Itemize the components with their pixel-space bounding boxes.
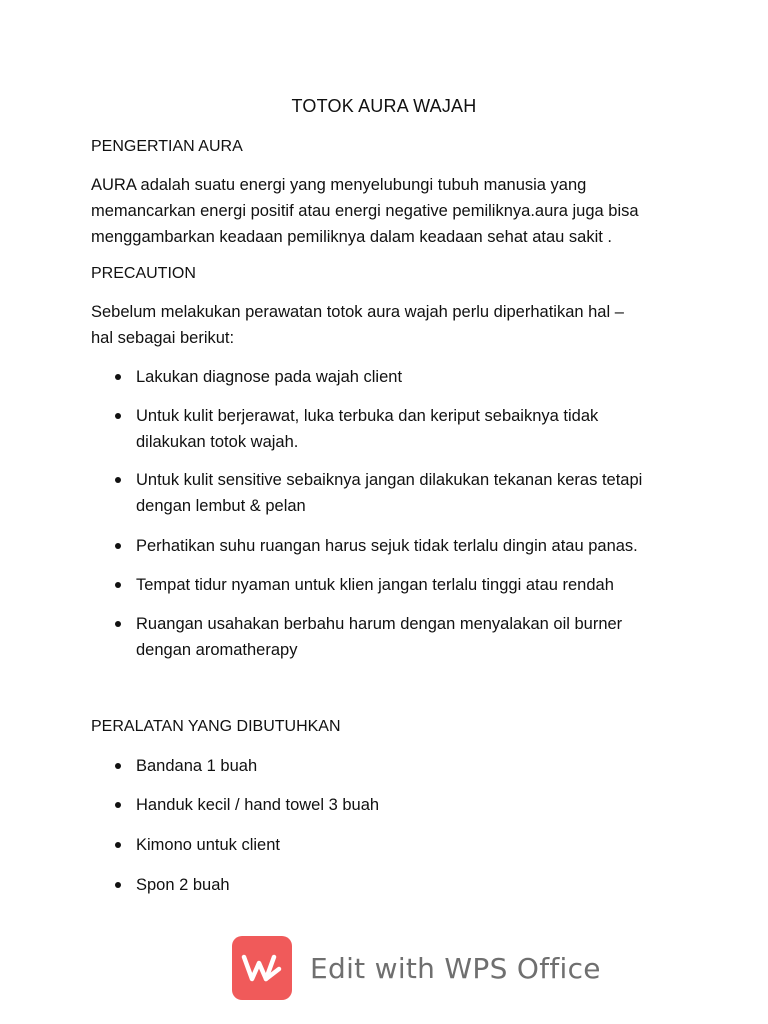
precaution-intro-paragraph <box>91 299 701 351</box>
list-item: Kimono untuk client <box>91 832 746 858</box>
list-item: Bandana 1 buah <box>91 753 746 779</box>
list-item-text: Untuk kulit sensitive sebaiknya jangan dilakukan tekanan keras tetapi <box>136 471 643 489</box>
paragraph-line: menggambarkan keadaan pemiliknya dalam keadaan sehat atau sakit . <box>91 228 612 246</box>
list-item <box>91 467 746 519</box>
paragraph-line: memancarkan energi positif atau energi negative pemiliknya.aura juga bisa <box>91 202 639 220</box>
list-item-text: dengan lembut & pelan <box>136 497 306 515</box>
paragraph-line: Sebelum melakukan perawatan totok aura wajah perlu diperhatikan hal – <box>91 303 624 321</box>
list-item <box>91 611 746 663</box>
list-item <box>91 403 746 455</box>
wps-edit-label: Edit with WPS Office <box>310 951 601 985</box>
wps-edit-banner[interactable] <box>232 936 601 1000</box>
list-item-text: Perhatikan suhu ruangan harus sejuk tidak terlalu dingin atau panas. <box>136 537 638 555</box>
list-item <box>91 364 746 390</box>
list-item-text: dilakukan totok wajah. <box>136 433 299 451</box>
section-heading-precaution: PRECAUTION <box>91 265 196 282</box>
aura-definition-paragraph <box>91 172 701 250</box>
list-item: Spon 2 buah <box>91 872 746 898</box>
paragraph-line: hal sebagai berikut: <box>91 329 235 347</box>
list-item <box>91 572 746 598</box>
section-heading-pengertian: PENGERTIAN AURA <box>91 138 243 155</box>
wps-office-logo-icon <box>232 936 292 1000</box>
document-title: TOTOK AURA WAJAH <box>291 96 477 116</box>
list-item-text: Tempat tidur nyaman untuk klien jangan terlalu tinggi atau rendah <box>136 576 614 594</box>
list-item-text: Untuk kulit berjerawat, luka terbuka dan keriput sebaiknya tidak <box>136 407 599 425</box>
paragraph-line: AURA adalah suatu energi yang menyelubungi tubuh manusia yang <box>91 176 587 194</box>
list-item-text: dengan aromatherapy <box>136 641 298 659</box>
list-item-text: Lakukan diagnose pada wajah client <box>136 368 403 386</box>
list-item-text: Ruangan usahakan berbahu harum dengan menyalakan oil burner <box>136 615 623 633</box>
list-item: Handuk kecil / hand towel 3 buah <box>91 792 746 818</box>
list-item <box>91 533 746 559</box>
section-heading-peralatan: PERALATAN YANG DIBUTUHKAN <box>91 718 341 735</box>
